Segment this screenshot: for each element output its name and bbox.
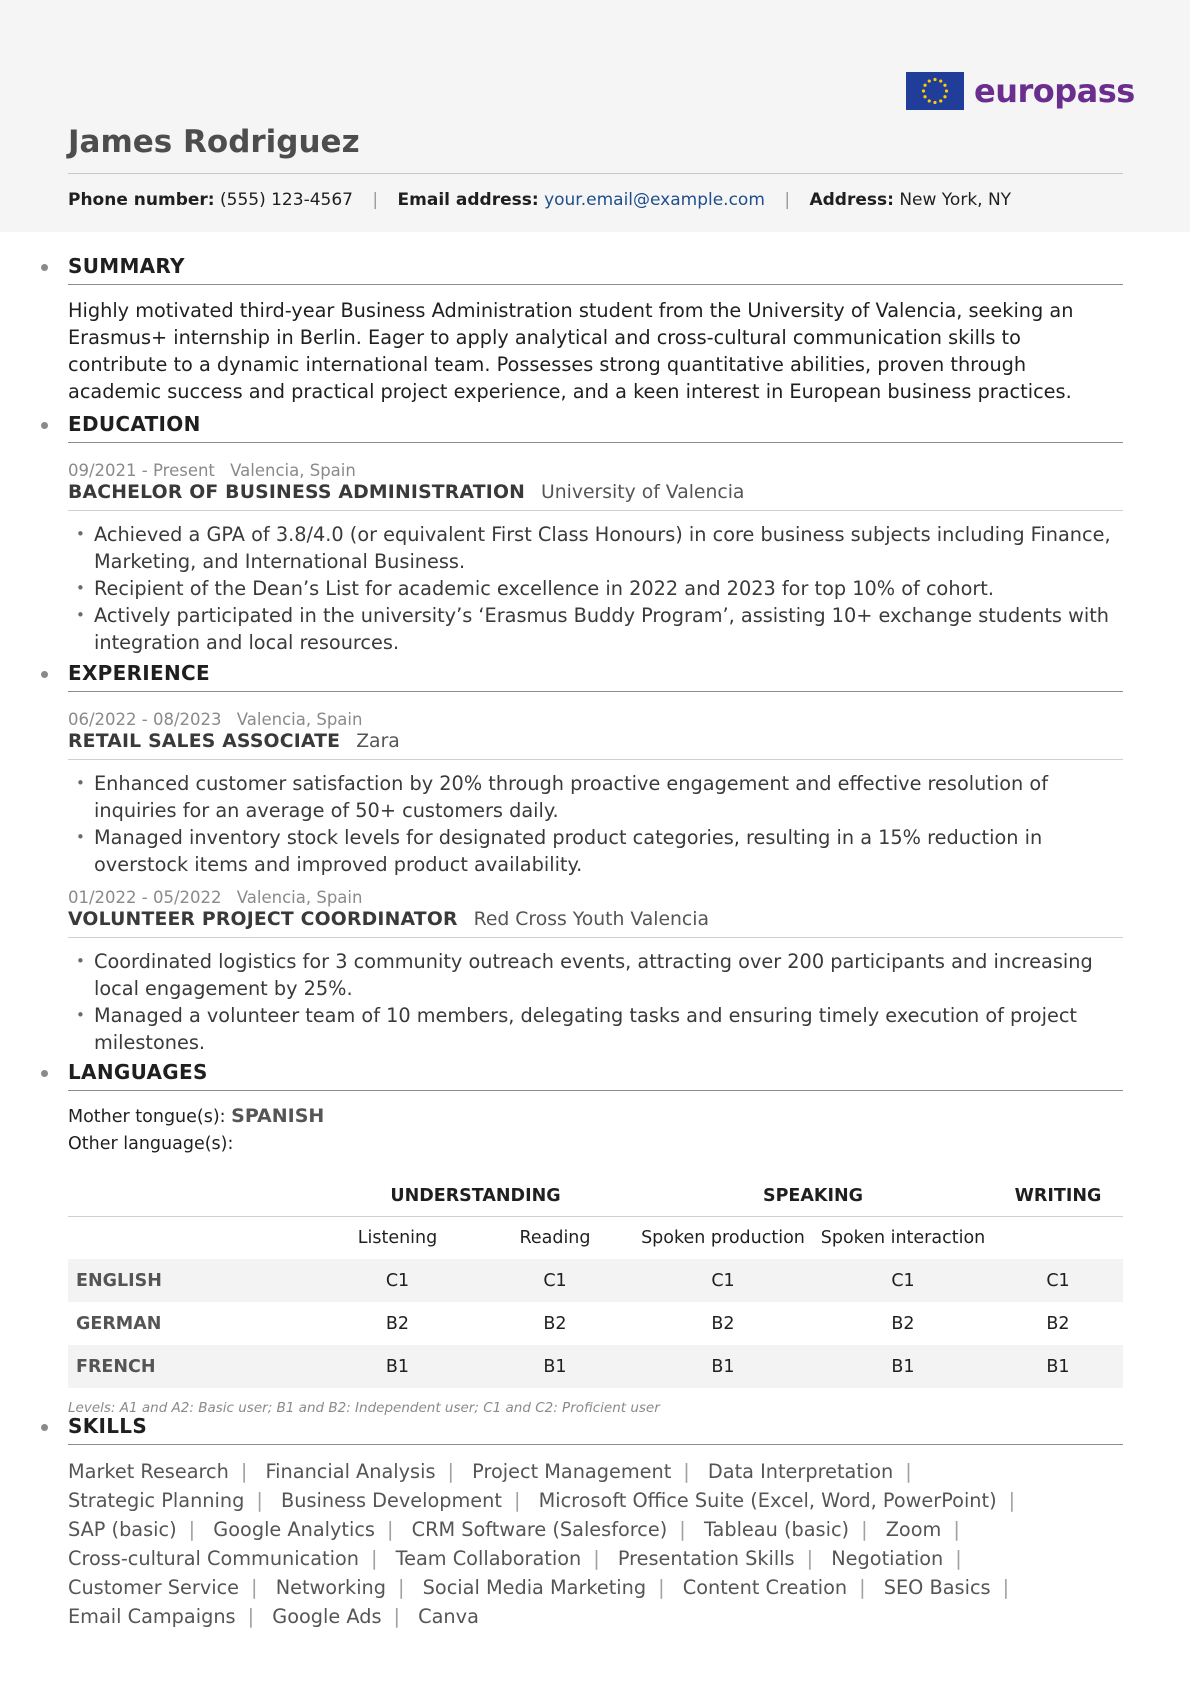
skill-item: Project Management [472,1460,672,1483]
skills-list [68,1457,1123,1631]
level-cell: B2 [1046,1313,1070,1334]
skill-item: Social Media Marketing [422,1576,647,1599]
subheader-reading: Reading [519,1228,591,1248]
subheader-spoken-interaction: Spoken interaction [820,1228,986,1248]
eu-star-icon [922,89,925,92]
eu-star-icon [928,79,931,82]
eu-star-icon [943,95,946,98]
header-understanding: UNDERSTANDING [318,1180,633,1217]
skill-item: Strategic Planning [68,1489,245,1512]
skills-section [68,1414,1123,1631]
eu-star-icon [933,101,936,104]
mother-tongue-value: SPANISH [231,1105,325,1127]
skill-separator: | [251,1576,258,1599]
entry-title: RETAIL SALES ASSOCIATE [68,731,341,752]
contact-separator: | [784,190,791,210]
skill-item: Customer Service [68,1576,240,1599]
list-item: • Enhanced customer satisfaction by 20% through proactive engagement and effective resolution of inquiries for an average of 50+ customers daily. [68,770,1123,824]
list-item: • Managed inventory stock levels for designated product categories, resulting in a 15% reduction in overstock items and improved product availability. [68,824,1123,878]
levels-note: Levels: A1 and A2: Basic user; B1 and B2: Independent user; C1 and C2: Proficient user [68,1400,660,1416]
skill-separator: | [370,1547,378,1570]
education-section [68,412,1123,656]
list-item: • Actively participated in the university’s ‘Erasmus Buddy Program’, assisting 10+ exchange students with integration and local resources. [68,602,1123,656]
skill-separator: | [240,1460,248,1483]
language-name: FRENCH [68,1345,318,1388]
candidate-name: James Rodriguez [68,124,360,160]
section-bullet-icon [41,264,48,271]
section-heading [68,661,1123,692]
skill-item: Cross-cultural Communication [68,1547,359,1570]
entry-org: University of Valencia [541,482,745,503]
skill-separator: | [1002,1576,1010,1599]
skill-separator: | [679,1518,686,1541]
level-cell: B2 [891,1313,915,1334]
skill-item: Microsoft Office Suite (Excel, Word, PowerPoint) [538,1489,997,1512]
skill-separator: | [386,1518,394,1541]
entry-org: Red Cross Youth Valencia [473,909,709,930]
section-heading [68,412,1123,443]
section-bullet-icon [41,1424,48,1431]
skill-item: Content Creation [682,1576,848,1599]
subheader-listening: Listening [357,1228,438,1248]
table-cell [68,1217,318,1260]
entry-bullets [68,521,1123,656]
skill-item: Networking [275,1576,387,1599]
eu-flag-icon [906,72,964,110]
section-title-text: LANGUAGES [68,1060,208,1084]
mother-tongue-line [68,1103,1123,1131]
experience-entry [68,888,1123,1056]
skill-separator: | [955,1547,962,1570]
summary-section [68,254,1123,405]
skill-separator: | [247,1605,255,1628]
eu-star-icon [933,78,936,81]
list-item: • Recipient of the Dean’s List for academic excellence in 2022 and 2023 for top 10% of cohort. [68,575,1123,602]
europass-logo [906,72,1135,110]
entry-date: 09/2021 - Present [68,461,215,480]
language-name: ENGLISH [68,1259,318,1302]
section-title-text: SKILLS [68,1414,148,1438]
skill-separator: | [398,1576,405,1599]
skill-item: Financial Analysis [265,1460,436,1483]
entry-org: Zara [356,731,400,752]
skill-separator: | [513,1489,521,1512]
header-writing: WRITING [993,1180,1123,1217]
section-heading [68,254,1123,285]
europass-logo-text: europass [974,72,1135,110]
skill-item: Team Collaboration [395,1547,582,1570]
mother-tongue-label: Mother tongue(s): [68,1107,226,1127]
skill-separator: | [256,1489,263,1512]
entry-role [68,731,1123,760]
table-row [68,1259,1123,1302]
table-row [68,1302,1123,1345]
level-cell: B2 [711,1313,735,1334]
summary-text: Highly motivated third-year Business Administration student from the University of Valencia, seeking an Erasmus+ internship in Berlin. Eager to apply analytical and cross-cultural communication skills to contribute to a dynamic international team. Possesses strong quantitative abilities, proven through academic success and practical project experience, and a keen interest in European business practices. [68,299,1074,403]
list-item: • Achieved a GPA of 3.8/4.0 (or equivalent First Class Honours) in core business subjects including Finance, Marketing, and International Business. [68,521,1123,575]
entry-title: VOLUNTEER PROJECT COORDINATOR [68,909,458,930]
email-label: Email address: [397,190,539,210]
skill-separator: | [806,1547,814,1570]
level-cell: B1 [993,1345,1123,1388]
contact-separator: | [372,190,379,210]
phone-label: Phone number: [68,190,215,210]
entry-date: 06/2022 - 08/2023 [68,710,222,729]
skill-separator: | [861,1518,868,1541]
level-cell: C1 [993,1259,1123,1302]
education-entry [68,461,1123,656]
section-title-text: EXPERIENCE [68,661,210,685]
eu-star-icon [943,84,946,87]
skill-item: Tableau (basic) [703,1518,850,1541]
skill-separator: | [658,1576,665,1599]
eu-star-icon [928,99,931,102]
skill-separator: | [683,1460,690,1483]
entry-meta [68,461,1123,480]
entry-date: 01/2022 - 05/2022 [68,888,222,907]
level-cell: B1 [477,1345,633,1388]
section-title-text: SUMMARY [68,254,185,278]
language-name: GERMAN [76,1313,162,1334]
section-bullet-icon [41,422,48,429]
language-table-group-row [68,1180,1123,1217]
phone-value: (555) 123-4567 [220,190,353,210]
skill-separator: | [188,1518,196,1541]
experience-section [68,661,1123,1056]
skill-separator: | [953,1518,960,1541]
table-header-empty [68,1180,318,1217]
list-item: • Managed a volunteer team of 10 members, delegating tasks and ensuring timely execution of project milestones. [68,1002,1123,1056]
entry-location: Valencia, Spain [236,710,363,729]
section-bullet-icon [41,1070,48,1077]
skill-separator: | [905,1460,912,1483]
level-cell: B1 [318,1345,477,1388]
skill-item: Google Ads [272,1605,382,1628]
level-cell: B2 [385,1313,410,1334]
level-cell: B1 [633,1345,813,1388]
contact-line [68,190,1011,210]
eu-star-icon [945,89,948,92]
entry-bullets [68,770,1123,878]
level-cell: B2 [543,1313,567,1334]
entry-location: Valencia, Spain [236,888,363,907]
skill-item: Negotiation [831,1547,944,1570]
entry-bullets [68,948,1123,1056]
level-cell: B1 [813,1345,993,1388]
skill-separator: | [393,1605,401,1628]
entry-role [68,909,1123,938]
skill-separator: | [593,1547,600,1570]
skill-item: Data Interpretation [707,1460,894,1483]
level-cell: C1 [477,1259,633,1302]
skill-item: Market Research [68,1460,229,1483]
eu-star-icon [923,95,926,98]
skill-item: Zoom [885,1518,942,1541]
experience-entry [68,710,1123,878]
skill-item: CRM Software (Salesforce) [411,1518,668,1541]
skill-item: Business Development [281,1489,502,1512]
languages-section [68,1060,1123,1416]
table-cell [993,1217,1123,1260]
section-bullet-icon [41,671,48,678]
table-row [68,1345,1123,1388]
skill-separator: | [1008,1489,1016,1512]
eu-star-icon [939,99,942,102]
entry-meta [68,888,1123,907]
skill-item: SEO Basics [883,1576,991,1599]
other-languages-label: Other language(s): [68,1134,234,1154]
address-value: New York, NY [899,190,1012,210]
language-table [68,1180,1123,1388]
eu-star-icon [939,79,942,82]
email-link[interactable]: your.email@example.com [544,190,765,210]
list-item: • Coordinated logistics for 3 community outreach events, attracting over 200 participants and increasing local engagement by 25%. [68,948,1123,1002]
language-table-sub-row [68,1217,1123,1260]
skill-item: Presentation Skills [617,1547,795,1570]
entry-title: BACHELOR OF BUSINESS ADMINISTRATION [68,482,526,503]
entry-location: Valencia, Spain [230,461,356,480]
entry-meta [68,710,1123,729]
skill-item: Email Campaigns [68,1605,236,1628]
eu-star-icon [923,84,926,87]
subheader-spoken-production: Spoken production [641,1228,805,1248]
header-divider [68,173,1123,174]
level-cell: C1 [813,1259,993,1302]
section-heading [68,1414,1123,1445]
entry-role [68,482,1123,511]
skill-item: SAP (basic) [68,1518,177,1541]
section-title-text: EDUCATION [68,412,201,436]
skill-item: Google Analytics [213,1518,375,1541]
level-cell: C1 [633,1259,813,1302]
address-label: Address: [809,190,894,210]
skill-item: Canva [418,1605,479,1628]
skill-separator: | [859,1576,866,1599]
level-cell: C1 [318,1259,477,1302]
header-speaking: SPEAKING [633,1180,993,1217]
skill-separator: | [447,1460,455,1483]
section-heading [68,1060,1123,1091]
